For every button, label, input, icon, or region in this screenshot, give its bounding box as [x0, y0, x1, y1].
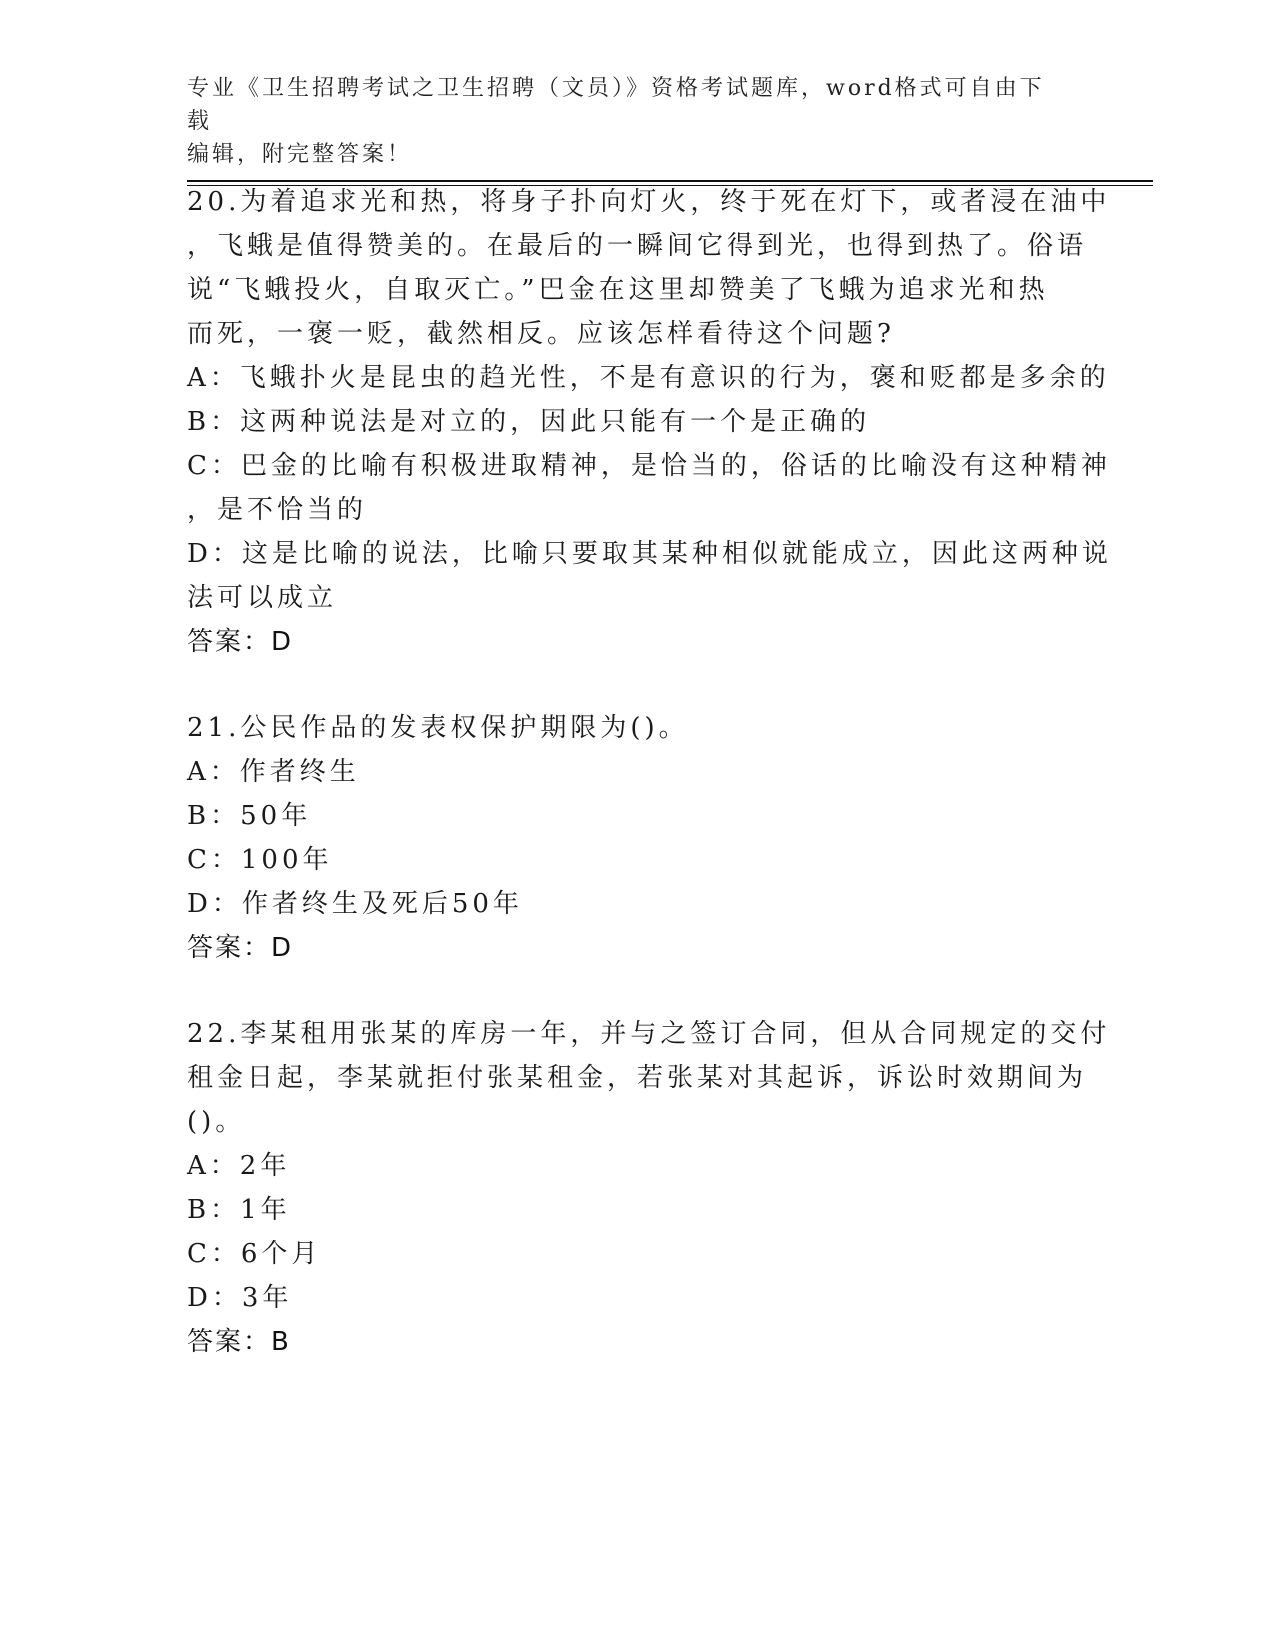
document-header: [187, 72, 1067, 171]
question-stem-line: 22.李某租用张某的库房一年，并与之签订合同，但从合同规定的交付: [187, 1019, 1111, 1049]
answer-text: 答案：D: [187, 627, 294, 657]
header-rule: [187, 180, 1153, 182]
option-d-continued: 法可以成立: [187, 583, 338, 613]
option-c-continued: ，是不恰当的: [187, 495, 368, 525]
question-stem-line: 21.公民作品的发表权保护期限为()。: [187, 713, 689, 743]
question-stem-line: 租金日起，李某就拒付张某租金，若张某对其起诉，诉讼时效期间为: [187, 1063, 1088, 1093]
option-d: D：3年: [187, 1283, 293, 1313]
answer-text: 答案：B: [187, 1327, 291, 1357]
header-line-1: 专业《卫生招聘考试之卫生招聘（文员）》资格考试题库，word格式可自由下载: [187, 76, 1045, 134]
question-stem-line: 20.为着追求光和热，将身子扑向灯火，终于死在灯下，或者浸在油中: [187, 187, 1111, 217]
question-stem-line: 说“飞蛾投火，自取灭亡。”巴金在这里却赞美了飞蛾为追求光和热: [187, 275, 1049, 305]
option-d: D：作者终生及死后50年: [187, 889, 523, 919]
question-stem-line: 而死，一褒一贬，截然相反。应该怎样看待这个问题?: [187, 319, 895, 349]
option-b: B：1年: [187, 1195, 291, 1225]
option-d: D：这是比喻的说法，比喻只要取其某种相似就能成立，因此这两种说: [187, 539, 1112, 569]
option-b: B：50年: [187, 801, 312, 831]
option-a: A：飞蛾扑火是昆虫的趋光性，不是有意识的行为，褒和贬都是多余的: [187, 363, 1110, 393]
option-a: A：作者终生: [187, 757, 360, 787]
option-a: A：2年: [187, 1151, 291, 1181]
answer-text: 答案：D: [187, 933, 294, 963]
question-stem-line: ，飞蛾是值得赞美的。在最后的一瞬间它得到光，也得到热了。俗语: [187, 231, 1088, 261]
option-c: C：6个月: [187, 1239, 322, 1269]
option-c: C：巴金的比喻有积极进取精神，是恰当的，俗话的比喻没有这种精神: [187, 451, 1111, 481]
option-b: B：这两种说法是对立的，因此只能有一个是正确的: [187, 407, 871, 437]
question-stem-line: ()。: [187, 1107, 246, 1137]
option-c: C：100年: [187, 845, 333, 875]
header-line-2: 编辑，附完整答案！: [187, 142, 413, 167]
